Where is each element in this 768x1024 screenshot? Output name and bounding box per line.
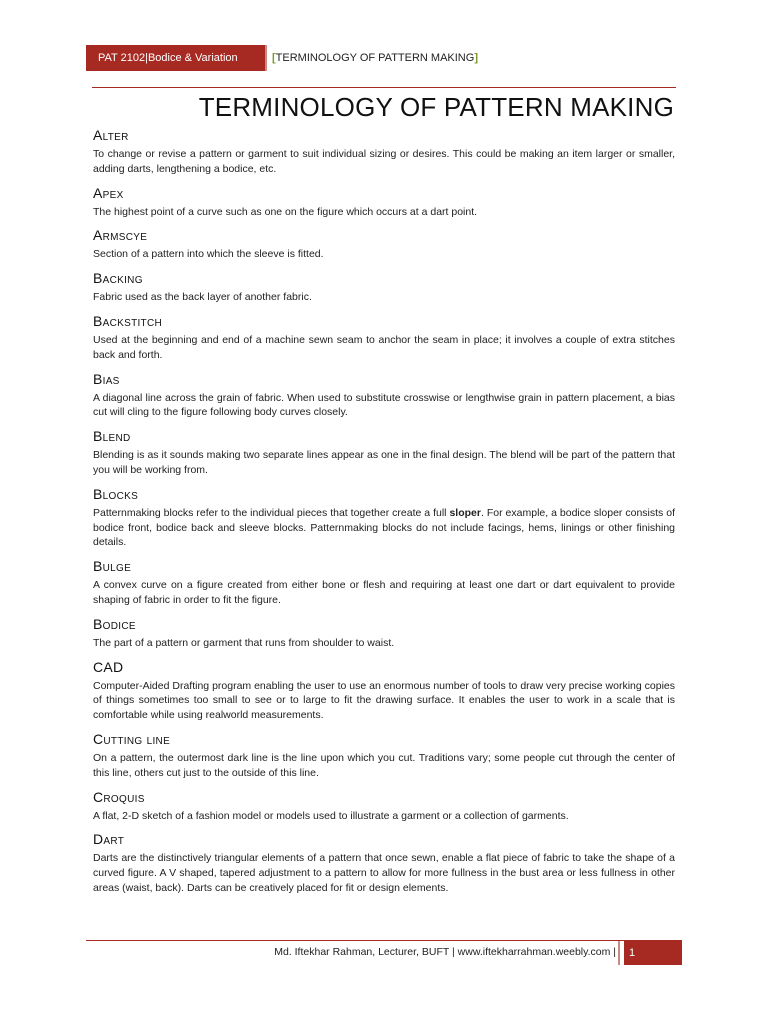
term-heading: Dart [93, 831, 125, 848]
term-heading: Bodice [93, 615, 136, 632]
term-definition: A convex curve on a figure created from either bone or flesh and requiring at least one dart or dart equivalent to provide shaping of fabric in order to fit the figure. [93, 579, 675, 606]
page-header [86, 45, 682, 71]
bracket-open: [ [272, 52, 276, 64]
term-heading: Bulge [93, 558, 132, 575]
term-definition: Darts are the distinctively triangular elements of a pattern that once sewn, enable a flat piece of fabric to take the shape of a curved figure. A V shaped, tapered adjustment to a pattern to allow for more fullness in the bust area or less fullness in other areas (waist, back). Darts can be creatively placed for fit or design elements. [93, 852, 675, 894]
term-definition: A flat, 2-D sketch of a fashion model or models used to illustrate a garment or a collection of garments. [93, 809, 569, 822]
term-heading: Armscye [93, 227, 148, 244]
term-heading: Cutting line [93, 730, 171, 747]
term-heading: Croquis [93, 788, 145, 805]
term-heading: Blocks [93, 485, 139, 502]
header-divider [265, 45, 267, 71]
term-definition: On a pattern, the outermost dark line is the line upon which you cut. Traditions vary; some people cut through the center of this line, others cut just to the outside of this line. [93, 751, 675, 779]
term-definition: Blending is as it sounds making two separate lines appear as one in the final design. The blend will be part of the pattern that you will be working from. [93, 449, 675, 476]
term-definition: Section of a pattern into which the sleeve is fitted. [93, 248, 324, 261]
page-number: 1 [624, 941, 682, 965]
def-bold-word: sloper [449, 506, 481, 519]
header-doc-title-text: TERMINOLOGY OF PATTERN MAKING [275, 52, 475, 64]
def-text-before: Patternmaking blocks refer to the individual pieces that together create a full [93, 506, 450, 519]
header-rule [92, 87, 676, 88]
page-title: TERMINOLOGY OF PATTERN MAKING [198, 92, 674, 122]
term-definition: Used at the beginning and end of a machine sewn seam to anchor the seam in place; it involves a couple of extra stitches back and forth. [93, 333, 675, 361]
term-heading: Backing [93, 270, 143, 287]
term-definition [93, 506, 675, 550]
term-definition: The part of a pattern or garment that runs from shoulder to waist. [93, 636, 395, 649]
term-definition: To change or revise a pattern or garment to suit individual sizing or desires. This could be making an item larger or smaller, adding darts, lengthening a bodice, etc. [93, 148, 675, 175]
course-label: PAT 2102|Bodice & Variation [86, 45, 265, 71]
term-definition: Fabric used as the back layer of another fabric. [93, 291, 312, 304]
footer-author: Md. Iftekhar Rahman, Lecturer, BUFT | www.iftekharrahman.weebly.com | [274, 946, 616, 958]
def-text-after: . For example, a bodice sloper consists of bodice front, bodice back and sleeve blocks. Patternmaking blocks do not include facings, hems, linings or other finishing details. [93, 506, 675, 549]
footer-divider [618, 941, 620, 965]
bracket-close: ] [474, 52, 478, 64]
glossary [93, 126, 675, 903]
term-heading: Backstitch [93, 312, 163, 329]
term-heading: CAD [93, 658, 124, 675]
header-doc-title [272, 45, 478, 71]
term-heading: Apex [93, 184, 124, 201]
term-definition: Computer-Aided Drafting program enabling the user to use an enormous number of tools to draw very precise working copies of things sometimes too small to see or to large to fit the drawing surface. It enables the user to work in a scale that is comfortable while using realworld measurements. [93, 679, 675, 722]
term-heading: Alter [93, 127, 129, 143]
term-definition: A diagonal line across the grain of fabric. When used to substitute crosswise or lengthwise grain in pattern placement, a bias cut will cling to the figure following body curves closely. [93, 391, 675, 419]
footer-rule [86, 940, 682, 941]
term-heading: Bias [93, 370, 120, 387]
term-definition: The highest point of a curve such as one on the figure which occurs at a dart point. [93, 205, 478, 218]
term-heading: Blend [93, 428, 131, 445]
